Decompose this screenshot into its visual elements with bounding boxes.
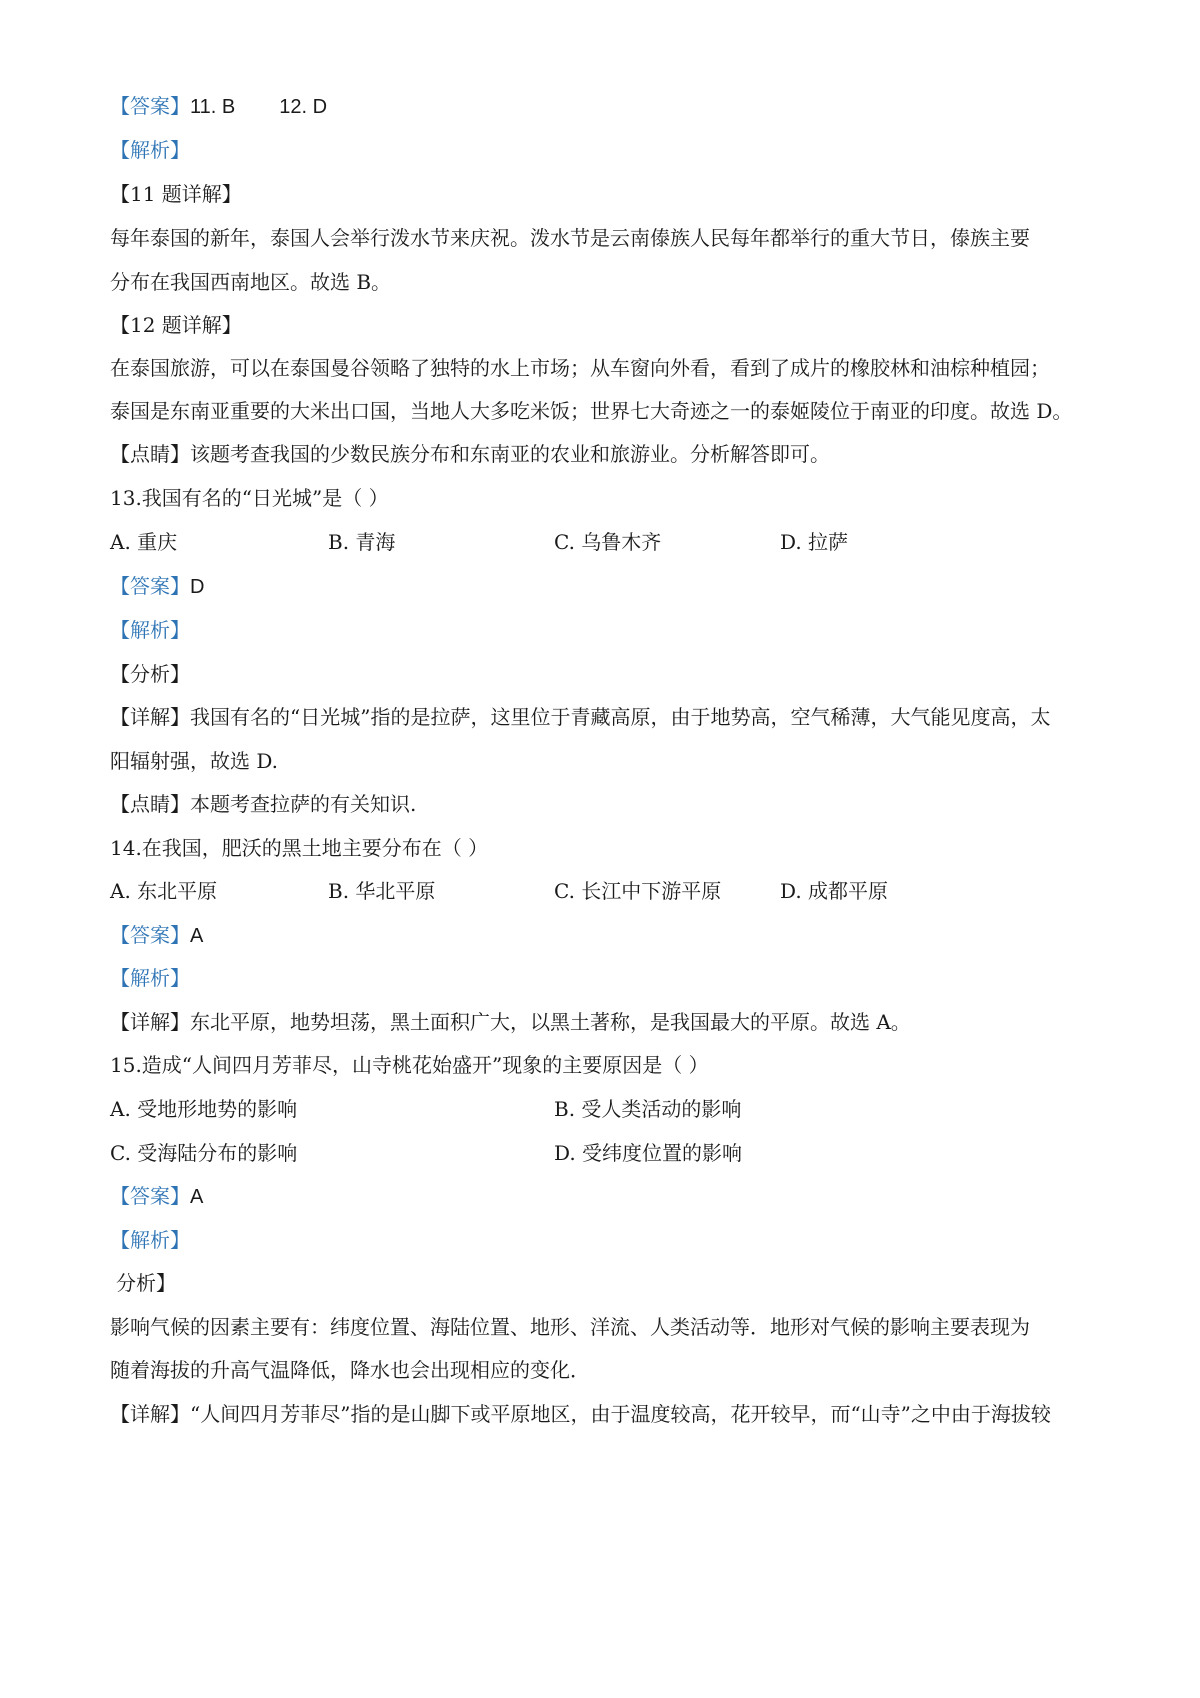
detail-11-line-2: 分布在我国西南地区。故选 B。 [110, 270, 392, 294]
answer-12: 12. D [279, 96, 328, 118]
fenxi-15-line-1: 影响气候的因素主要有：纬度位置、海陆位置、地形、洋流、人类活动等．地形对气候的影响主要表现为 [110, 1315, 1030, 1339]
q14-option-b: B. 华北平原 [328, 879, 436, 903]
answer-tag: 【答案】 [110, 923, 190, 947]
q15-option-a: A. 受地形地势的影响 [110, 1097, 298, 1121]
fenxi-15-line-2: 随着海拔的升高气温降低，降水也会出现相应的变化． [110, 1358, 590, 1382]
detail-13-line-1: 【详解】我国有名的“日光城”指的是拉萨，这里位于青藏高原，由于地势高，空气稀薄，大气能见度高，太 [110, 705, 1051, 729]
fenxi-tag-15: 分析】 [116, 1271, 176, 1295]
q15-option-d: D. 受纬度位置的影响 [554, 1141, 743, 1165]
detail-title-12: 【12 题详解】 [110, 313, 242, 337]
detail-13-line-2: 阳辐射强，故选 D. [110, 749, 279, 773]
answer-13: D [190, 576, 205, 598]
point-11-12: 【点睛】该题考查我国的少数民族分布和东南亚的农业和旅游业。分析解答即可。 [110, 442, 830, 466]
q15-option-b: B. 受人类活动的影响 [554, 1097, 742, 1121]
q14-option-c: C. 长江中下游平原 [554, 879, 722, 903]
answer-11: 11. B [190, 96, 236, 118]
detail-11-line-1: 每年泰国的新年，泰国人会举行泼水节来庆祝。泼水节是云南傣族人民每年都举行的重大节日，傣族主要 [110, 226, 1030, 250]
detail-15-line-1: 【详解】“人间四月芳菲尽”指的是山脚下或平原地区，由于温度较高，花开较早，而“山寺”之中由于海拔较 [110, 1402, 1051, 1426]
answer-line-15 [110, 1182, 1100, 1211]
answer-tag: 【答案】 [110, 574, 190, 598]
detail-title-11: 【11 题详解】 [110, 182, 242, 206]
q14-option-d: D. 成都平原 [780, 879, 889, 903]
answer-14: A [190, 925, 204, 947]
question-14-options [110, 877, 1100, 905]
question-15-options-row-2 [110, 1139, 1100, 1167]
answer-15: A [190, 1186, 204, 1208]
analysis-tag: 【解析】 [110, 1228, 190, 1252]
q15-option-c: C. 受海陆分布的影响 [110, 1141, 298, 1165]
detail-14: 【详解】东北平原，地势坦荡，黑土面积广大，以黑土著称，是我国最大的平原。故选 A。 [110, 1010, 911, 1034]
q13-option-c: C. 乌鲁木齐 [554, 530, 662, 554]
analysis-tag: 【解析】 [110, 138, 190, 162]
question-13-options [110, 528, 1100, 556]
q13-option-d: D. 拉萨 [780, 530, 849, 554]
detail-12-line-2: 泰国是东南亚重要的大米出口国，当地人大多吃米饭；世界七大奇迹之一的泰姬陵位于南亚的印度。故选 D。 [110, 399, 1073, 423]
detail-12-line-1: 在泰国旅游，可以在泰国曼谷领略了独特的水上市场；从车窗向外看，看到了成片的橡胶林和油棕种植园； [110, 356, 1050, 380]
answer-line-11-12 [110, 92, 1100, 121]
q13-option-b: B. 青海 [328, 530, 396, 554]
answer-tag: 【答案】 [110, 94, 190, 118]
analysis-tag: 【解析】 [110, 618, 190, 642]
answer-line-14 [110, 921, 1100, 950]
answer-line-13 [110, 572, 1100, 601]
question-13-stem: 13.我国有名的“日光城”是（ ） [110, 486, 389, 510]
question-15-options-row-1 [110, 1095, 1100, 1123]
q14-option-a: A. 东北平原 [110, 879, 218, 903]
point-13: 【点睛】本题考查拉萨的有关知识. [110, 792, 417, 816]
analysis-tag: 【解析】 [110, 966, 190, 990]
answer-tag: 【答案】 [110, 1184, 190, 1208]
fenxi-tag-13: 【分析】 [110, 662, 190, 686]
question-14-stem: 14.在我国，肥沃的黑土地主要分布在（ ） [110, 836, 489, 860]
question-15-stem: 15.造成“人间四月芳菲尽，山寺桃花始盛开”现象的主要原因是（ ） [110, 1053, 709, 1077]
q13-option-a: A. 重庆 [110, 530, 178, 554]
